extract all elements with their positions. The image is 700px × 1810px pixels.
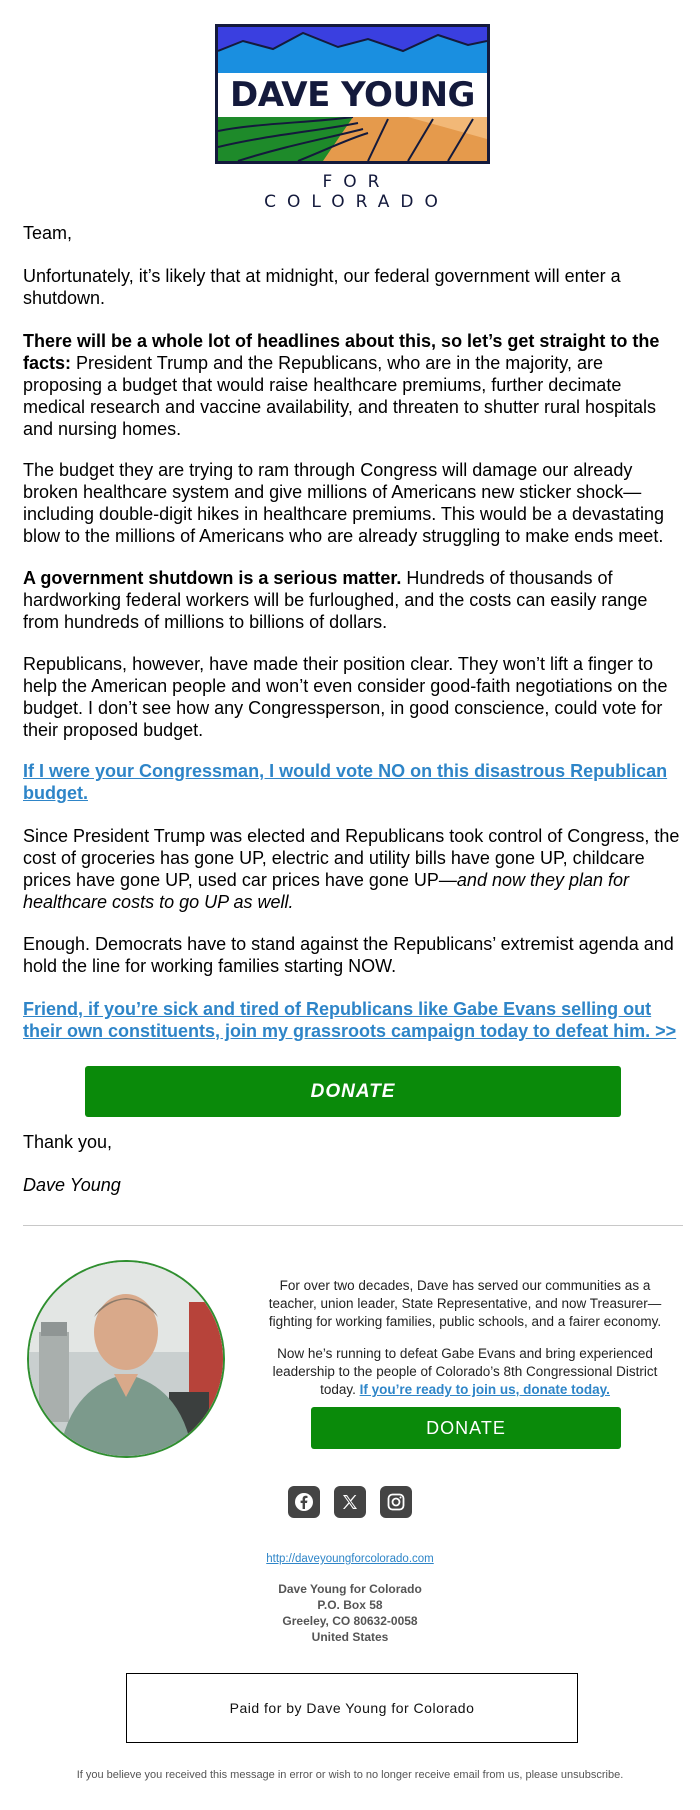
bio-paragraph-2-text: Now he’s running to defeat Gabe Evans and bring experienced leadership to the people of Colorado’s 8th Congressional District today.: [272, 1346, 658, 1397]
address-country: United States: [311, 1630, 389, 1644]
bio-donate-button[interactable]: DONATE: [311, 1407, 621, 1449]
paragraph-serious: [23, 567, 683, 633]
vote-no-link-block: [23, 760, 683, 804]
paragraph-prices-italic: —and now they plan for healthcare costs to go UP as well.: [23, 870, 630, 912]
paragraph-prices: [23, 825, 683, 913]
vote-no-link[interactable]: If I were your Congressman, I would vote NO on this disastrous Republican budget.: [23, 761, 668, 803]
mailing-address: [0, 1581, 700, 1645]
unsubscribe-note[interactable]: If you believe you received this message in error or wish to no longer receive email from us, please unsubscribe.: [76, 1769, 624, 1781]
thank-you: Thank you,: [23, 1132, 113, 1152]
bio-paragraph-1: For over two decades, Dave has served our communities as a teacher, union leader, State Representative, and now Treasurer—fighting for working families, public schools, and a fairer economy.: [268, 1278, 662, 1329]
greeting: Team,: [23, 223, 73, 243]
donate-button[interactable]: DONATE: [85, 1066, 621, 1117]
logo-name: DAVE YOUNG: [218, 73, 487, 117]
facebook-icon[interactable]: [288, 1486, 320, 1518]
bio-donate-link[interactable]: If you’re ready to join us, donate today.: [359, 1382, 610, 1397]
website-link[interactable]: http://daveyoungforcolorado.com: [266, 1553, 434, 1565]
candidate-bio: [255, 1277, 675, 1413]
instagram-icon[interactable]: [380, 1486, 412, 1518]
x-icon[interactable]: [334, 1486, 366, 1518]
paragraph-enough: Enough. Democrats have to stand against the Republicans’ extremist agenda and hold the line for working families starting NOW.: [23, 934, 674, 976]
paragraph-facts-bold: There will be a whole lot of headlines about this, so let’s get straight to the facts:: [23, 331, 660, 373]
paragraph-serious-text: Hundreds of thousands of hardworking federal workers will be furloughed, and the costs can easily range from hundreds of millions to billions of dollars.: [23, 568, 648, 632]
bio-paragraph-2: [255, 1345, 675, 1399]
address-line2: Greeley, CO 80632-0058: [282, 1614, 418, 1628]
logo-tagline: FOR COLORADO: [264, 172, 449, 212]
paragraph-facts: [23, 330, 683, 440]
paragraph-serious-bold: A government shutdown is a serious matter.: [23, 568, 402, 588]
paragraph-facts-text: President Trump and the Republicans, who are in the majority, are proposing a budget that would raise healthcare premiums, further decimate medical research and vaccine availability, and threaten to shutter rural hospitals and nursing homes.: [23, 353, 657, 439]
signature: Dave Young: [23, 1175, 121, 1195]
paragraph-shutdown: Unfortunately, it’s likely that at midnight, our federal government will enter a shutdown.: [23, 266, 621, 308]
paragraph-prices-text: Since President Trump was elected and Republicans took control of Congress, the cost of groceries has gone UP, electric and utility bills have gone UP, childcare prices have gone UP, used car prices have gone UP: [23, 826, 680, 890]
paragraph-budget: The budget they are trying to ram through Congress will damage our already broken healthcare system and give millions of Americans new sticker shock—including double-digit hikes in healthcare premiums. This would be a devastating blow to the millions of Americans who are already struggling to make ends meet.: [23, 460, 665, 546]
address-line1: P.O. Box 58: [317, 1598, 383, 1612]
paragraph-republicans: Republicans, however, have made their position clear. They won’t lift a finger to help the American people and won’t even consider good-faith negotiations on the budget. I don’t see how any Congressperson, in good conscience, could vote for their proposed budget.: [23, 654, 668, 740]
logo-emblem: [215, 24, 490, 164]
divider: [23, 1225, 683, 1226]
paid-for-disclaimer: Paid for by Dave Young for Colorado: [126, 1673, 578, 1743]
join-campaign-link[interactable]: Friend, if you’re sick and tired of Republicans like Gabe Evans selling out their own constituents, join my grassroots campaign today to defeat him. >>: [23, 999, 677, 1041]
campaign-logo: [215, 24, 490, 212]
join-campaign-link-block: [23, 998, 683, 1042]
address-org: Dave Young for Colorado: [278, 1582, 422, 1596]
candidate-photo: [27, 1260, 225, 1458]
